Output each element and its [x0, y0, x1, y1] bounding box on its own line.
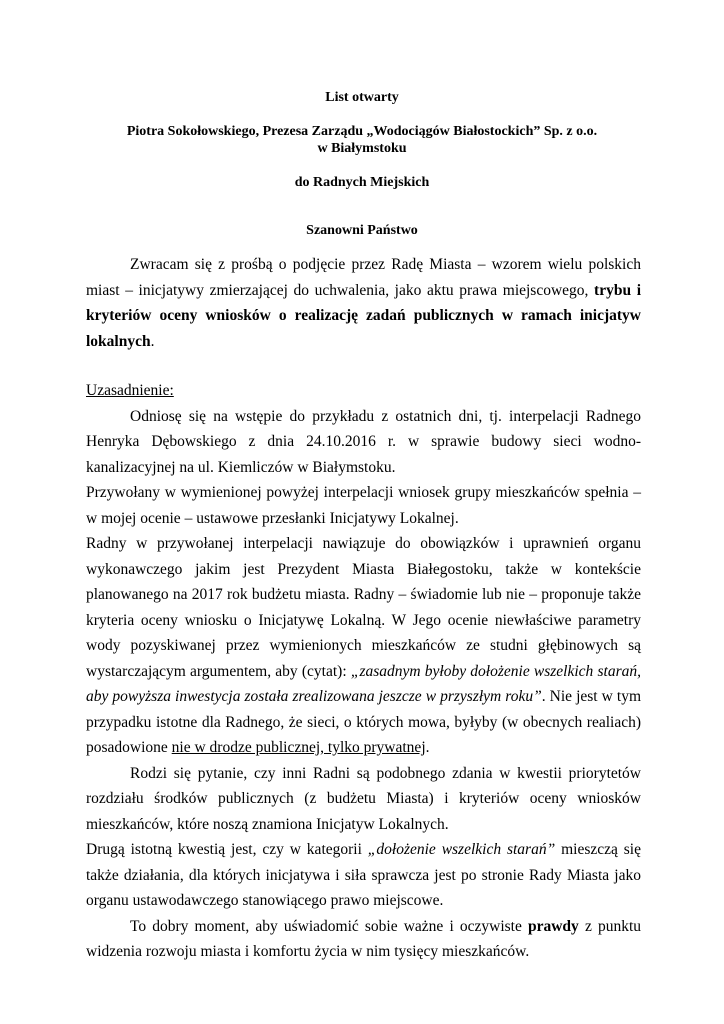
paragraph-conclusion — [86, 914, 641, 965]
interpellation-quote: „zasadnym byłoby dołożenie wszelkich starań, aby powyższa inwestycja została zrealizowana jeszcze w przyszłym roku” — [86, 662, 641, 705]
interpellation-underline: nie w drodze publicznej, tylko prywatnej — [171, 739, 426, 756]
paragraph-example: Odniosę się na wstępie do przykładu z ostatnich dni, tj. interpelacji Radnego Henryka Dębowskiego z dnia 24.10.2016 r. w sprawie budowy sieci wodno-kanalizacyjnej na ul. Kiemliczów w Białymstoku. — [86, 407, 641, 476]
request-bold: trybu i kryteriów oceny wniosków o realizację zadań publicznych w ramach inicjatyw lokalnych — [86, 281, 641, 350]
salutation: Szanowni Państwo — [306, 223, 418, 238]
interpellation-text: Radny w przywołanej interpelacji nawiązuje do obowiązków i uprawnień organu wykonawczego jakim jest Prezydent Miasta Białegostoku, także w kontekście planowanego na 2017 rok budżetu miasta. Radny – świadomie lub nie – proponuje także kryteria oceny wniosku o Inicjatywę Lokalną. W Jego ocenie niewłaściwe parametry wody pozyskiwanej przez wymienionych mieszkańców ze studni głębinowych są wystarczającym argumentem, aby (cytat): — [86, 535, 641, 680]
recipient-line: do Radnych Miejskich — [294, 175, 430, 190]
letter-title: List otwarty — [325, 90, 399, 105]
request-text: Zwracam się z prośbą o podjęcie przez Radę Miasta – wzorem wielu polskich miast – inicjatywy zmierzającej do uchwalenia, jako aktu prawa miejscowego, — [86, 256, 641, 299]
author-line-1: Piotra Sokołowskiego, Prezesa Zarządu „Wodociągów Białostockich” Sp. z o.o. — [126, 124, 598, 139]
second-issue-start: Drugą istotną kwestią jest, czy w kategorii — [86, 841, 368, 858]
paragraph-local-initiative: Przywołany w wymienionej powyżej interpelacji wniosek grupy mieszkańców spełnia – w mojej ocenie – ustawowe przesłanki Inicjatywy Lokalnej. — [86, 484, 641, 527]
paragraph-gap — [86, 354, 641, 378]
justification-heading-text: Uzasadnienie: — [86, 382, 174, 399]
request-end: . — [150, 332, 155, 350]
paragraph-interpellation — [86, 531, 641, 761]
justification-heading — [86, 378, 641, 404]
conclusion-start: To dobry moment, aby uświadomić sobie ważne i oczywiste — [130, 917, 528, 935]
conclusion-bold: prawdy — [527, 917, 579, 935]
letter-body — [86, 252, 641, 965]
paragraph-request — [86, 252, 641, 354]
conclusion-end: z punktu widzenia rozwoju miasta i komfortu życia w nim tysięcy mieszkańców. — [86, 917, 642, 960]
author-line-2: w Białymstoku — [317, 141, 407, 156]
second-issue-end: mieszczą się także działania, dla których inicjatywa i siła sprawcza jest po stronie Rady Miasta jako organu ustawodawczego stanowiącego prawo miejscowe. — [86, 841, 641, 909]
interpellation-mid: . Nie jest w tym przypadku istotne dla Radnego, że sieci, o których mowa, byłyby (w obecnych realiach) posadowione — [86, 688, 641, 756]
paragraph-question: Rodzi się pytanie, czy inni Radni są podobnego zdania w kwestii priorytetów rozdziału środków publicznych (z budżetu Miasta) i kryteriów oceny wniosków mieszkańców, które noszą znamiona Inicjatyw Lokalnych. — [86, 764, 641, 833]
interpellation-end: . — [425, 739, 430, 756]
second-issue-quote: „dołożenie wszelkich starań” — [367, 841, 556, 858]
paragraph-second-issue — [86, 837, 641, 914]
